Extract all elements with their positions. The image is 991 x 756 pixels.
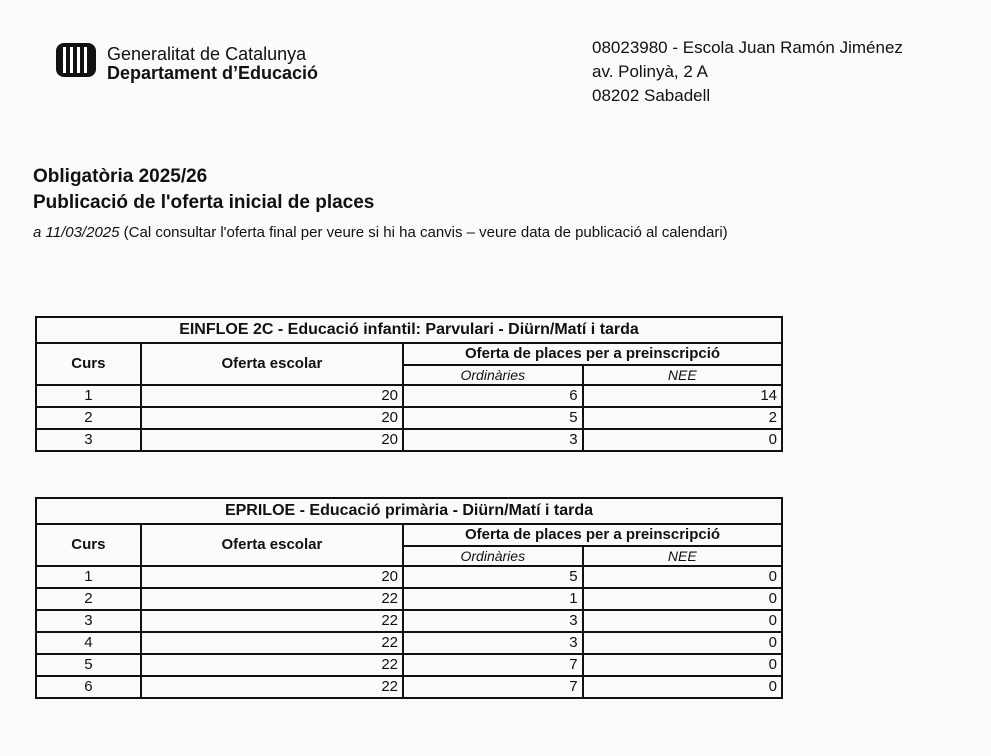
generalitat-logo-icon — [55, 42, 97, 78]
cell-curs: 3 — [36, 610, 141, 632]
cell-nee: 0 — [583, 632, 782, 654]
table-row — [36, 676, 782, 698]
cell-ordinaries: 7 — [403, 654, 583, 676]
col-nee: NEE — [583, 546, 782, 566]
cell-curs: 4 — [36, 632, 141, 654]
table-row — [36, 385, 782, 407]
col-nee: NEE — [583, 365, 782, 385]
cell-curs: 3 — [36, 429, 141, 451]
cell-nee: 0 — [583, 566, 782, 588]
cell-oferta: 20 — [141, 566, 403, 588]
cell-ordinaries: 5 — [403, 407, 583, 429]
school-street: av. Polinyà, 2 A — [592, 62, 708, 81]
cell-nee: 2 — [583, 407, 782, 429]
cell-curs: 2 — [36, 588, 141, 610]
cell-oferta: 20 — [141, 407, 403, 429]
publication-note — [33, 224, 728, 241]
org-name: Generalitat de Catalunya — [107, 44, 307, 64]
col-curs: Curs — [36, 524, 141, 566]
table-primaria — [35, 497, 783, 699]
cell-nee: 0 — [583, 654, 782, 676]
table-row — [36, 610, 782, 632]
cell-nee: 0 — [583, 429, 782, 451]
col-ordinaries: Ordinàries — [403, 546, 583, 566]
cell-curs: 5 — [36, 654, 141, 676]
school-name: 08023980 - Escola Juan Ramón Jiménez — [592, 38, 903, 57]
note-text: (Cal consultar l'oferta final per veure si hi ha canvis – veure data de publicació al calendari) — [119, 224, 728, 241]
school-city: 08202 Sabadell — [592, 86, 711, 105]
table-row — [36, 566, 782, 588]
cell-curs: 2 — [36, 407, 141, 429]
cell-oferta: 22 — [141, 676, 403, 698]
cell-curs: 1 — [36, 385, 141, 407]
col-oferta-escolar: Oferta escolar — [141, 524, 403, 566]
cell-ordinaries: 5 — [403, 566, 583, 588]
cell-oferta: 22 — [141, 632, 403, 654]
cell-nee: 14 — [583, 385, 782, 407]
cell-ordinaries: 7 — [403, 676, 583, 698]
table-row — [36, 429, 782, 451]
cell-oferta: 22 — [141, 588, 403, 610]
doc-subtitle: Publicació de l'oferta inicial de places — [33, 192, 375, 213]
col-preinscripcio: Oferta de places per a preinscripció — [403, 343, 782, 365]
cell-oferta: 20 — [141, 429, 403, 451]
table-row — [36, 407, 782, 429]
cell-curs: 6 — [36, 676, 141, 698]
col-oferta-escolar: Oferta escolar — [141, 343, 403, 385]
table-row — [36, 588, 782, 610]
publication-date: a 11/03/2025 — [33, 224, 120, 241]
cell-oferta: 22 — [141, 610, 403, 632]
table-row — [36, 632, 782, 654]
col-curs: Curs — [36, 343, 141, 385]
table-row — [36, 654, 782, 676]
table-title: EINFLOE 2C - Educació infantil: Parvulari - Diürn/Matí i tarda — [36, 317, 782, 343]
cell-ordinaries: 3 — [403, 429, 583, 451]
col-preinscripcio: Oferta de places per a preinscripció — [403, 524, 782, 546]
cell-ordinaries: 6 — [403, 385, 583, 407]
col-ordinaries: Ordinàries — [403, 365, 583, 385]
cell-curs: 1 — [36, 566, 141, 588]
doc-title: Obligatòria 2025/26 — [33, 166, 208, 187]
cell-oferta: 22 — [141, 654, 403, 676]
cell-ordinaries: 3 — [403, 632, 583, 654]
cell-nee: 0 — [583, 588, 782, 610]
cell-ordinaries: 1 — [403, 588, 583, 610]
cell-nee: 0 — [583, 676, 782, 698]
cell-nee: 0 — [583, 610, 782, 632]
department-name: Departament d’Educació — [107, 63, 319, 83]
cell-ordinaries: 3 — [403, 610, 583, 632]
school-address — [592, 36, 903, 108]
cell-oferta: 20 — [141, 385, 403, 407]
table-title: EPRILOE - Educació primària - Diürn/Matí i tarda — [36, 498, 782, 524]
table-infantil — [35, 316, 783, 452]
